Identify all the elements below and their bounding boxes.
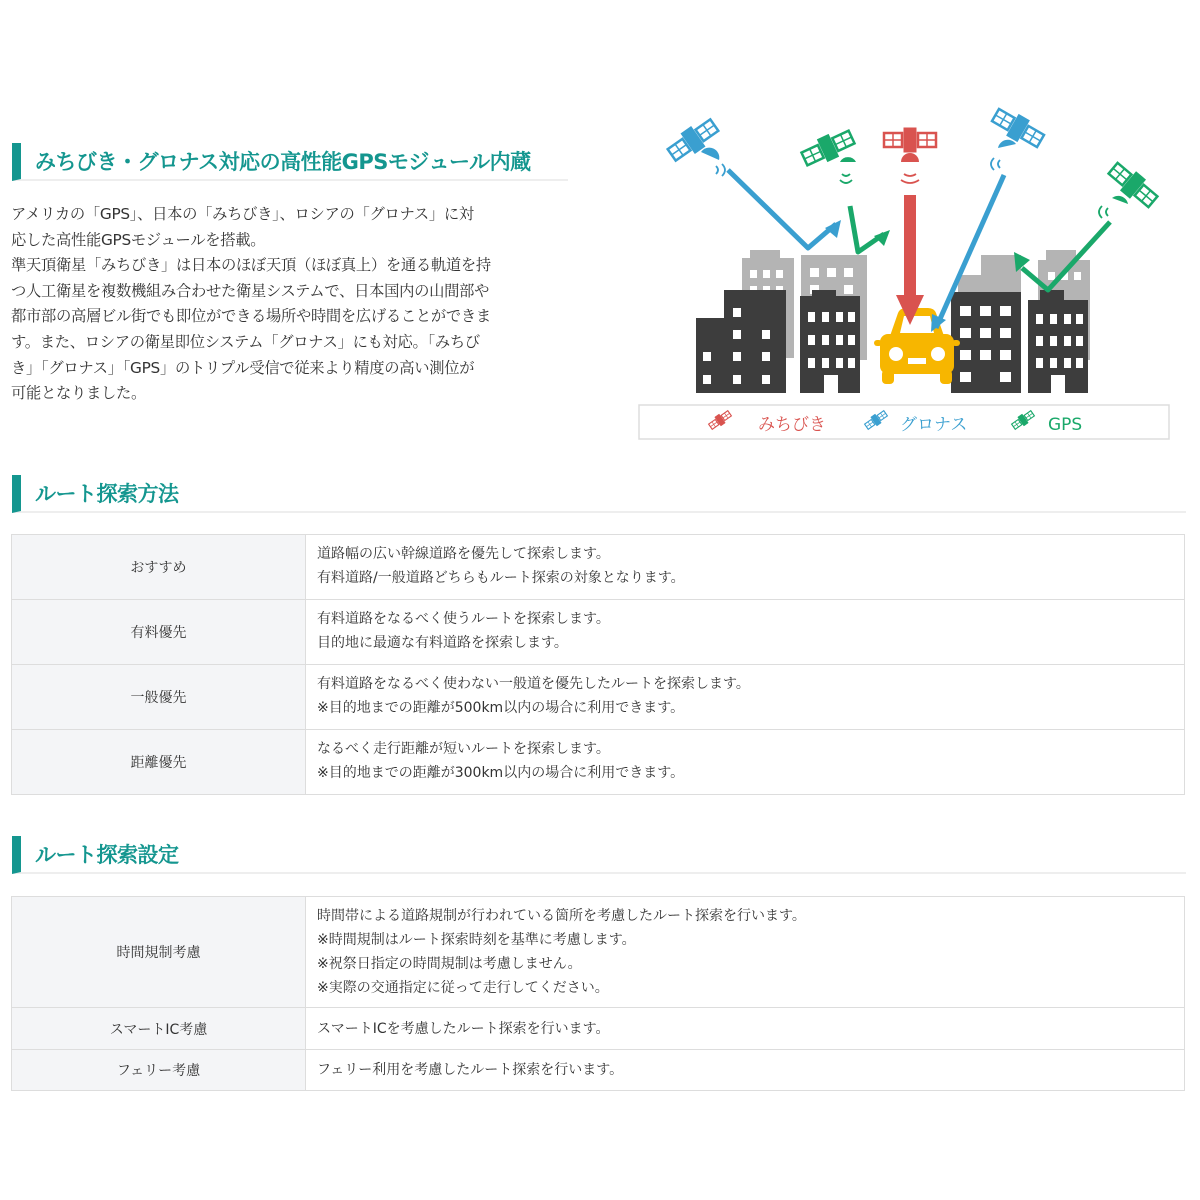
table-row bbox=[12, 600, 1185, 665]
satellite-icon bbox=[989, 105, 1046, 152]
value-line: なるべく走行距離が短いルートを探索します。 bbox=[317, 741, 610, 757]
value-line: ※目的地までの距離が500km以内の場合に利用できます。 bbox=[317, 700, 685, 716]
row-value bbox=[306, 730, 1185, 795]
paragraph-line: 準天頂衛星「みちびき」は日本のほぼ天頂（ほぼ真上）を通る軌道を持 bbox=[11, 256, 491, 275]
gps-illustration bbox=[638, 100, 1178, 445]
row-key: おすすめ bbox=[12, 535, 306, 600]
row-value bbox=[306, 665, 1185, 730]
value-line: ※祝祭日指定の時間規制は考慮しません。 bbox=[317, 956, 582, 972]
section-heading-gps bbox=[12, 143, 568, 181]
legend-gps: GPS bbox=[1048, 415, 1083, 435]
legend-glonass: グロナス bbox=[900, 415, 968, 435]
row-key: 距離優先 bbox=[12, 730, 306, 795]
paragraph-line: 可能となりました。 bbox=[11, 384, 146, 403]
section-title: ルート探索設定 bbox=[35, 843, 179, 867]
row-value bbox=[306, 535, 1185, 600]
paragraph-line: す。また、ロシアの衛星即位システム「グロナス」にも対応。「みちび bbox=[11, 332, 480, 351]
value-line: 目的地に最適な有料道路を探索します。 bbox=[317, 635, 568, 651]
row-value bbox=[306, 1008, 1185, 1050]
row-key: フェリー考慮 bbox=[12, 1050, 306, 1091]
table-row bbox=[12, 730, 1185, 795]
row-value bbox=[306, 1050, 1185, 1091]
legend-michibiki: みちびき bbox=[758, 415, 826, 435]
row-key: 一般優先 bbox=[12, 665, 306, 730]
value-line: 有料道路/一般道路どちらもルート探索の対象となります。 bbox=[317, 570, 685, 586]
table-row bbox=[12, 535, 1185, 600]
section-title: みちびき・グロナス対応の高性能GPSモジュール内蔵 bbox=[35, 150, 531, 174]
route-method-table bbox=[11, 534, 1185, 795]
section-heading-route-method bbox=[12, 475, 1186, 513]
value-line: 有料道路をなるべく使わない一般道を優先したルートを探索します。 bbox=[317, 676, 750, 692]
table-row bbox=[12, 1050, 1185, 1091]
row-key: 時間規制考慮 bbox=[12, 897, 306, 1008]
value-line: 時間帯による道路規制が行われている箇所を考慮したルート探索を行います。 bbox=[317, 908, 806, 924]
section-heading-route-setting bbox=[12, 836, 1186, 874]
table-row bbox=[12, 1008, 1185, 1050]
route-setting-table bbox=[11, 896, 1185, 1091]
paragraph-line: 応した高性能GPSモジュールを搭載。 bbox=[11, 230, 266, 249]
value-line: ※実際の交通指定に従って走行してください。 bbox=[317, 980, 609, 996]
paragraph-line: 都市部の高層ビル街でも即位ができる場所や時間を広げることができま bbox=[11, 307, 491, 326]
row-value bbox=[306, 897, 1185, 1008]
table-row bbox=[12, 665, 1185, 730]
value-line: スマートICを考慮したルート探索を行います。 bbox=[317, 1020, 610, 1037]
satellite-icon bbox=[799, 126, 856, 170]
value-line: 道路幅の広い幹線道路を優先して探索します。 bbox=[317, 546, 610, 562]
section-title: ルート探索方法 bbox=[35, 482, 179, 506]
satellite-icon bbox=[1105, 159, 1160, 211]
paragraph-line: き」「グロナス」「GPS」のトリプル受信で従来より精度の高い測位が bbox=[11, 358, 475, 377]
satellite-icon bbox=[884, 128, 936, 152]
value-line: ※時間規制はルート探索時刻を基準に考慮します。 bbox=[317, 932, 636, 948]
paragraph-line: つ人工衛星を複数機組み合わせた衛星システムで、日本国内の山間部や bbox=[11, 281, 490, 300]
value-line: ※目的地までの距離が300km以内の場合に利用できます。 bbox=[317, 765, 685, 781]
row-key: 有料優先 bbox=[12, 600, 306, 665]
gps-description bbox=[11, 202, 559, 407]
row-value bbox=[306, 600, 1185, 665]
value-line: 有料道路をなるべく使うルートを探索します。 bbox=[317, 611, 610, 627]
value-line: フェリー利用を考慮したルート探索を行います。 bbox=[317, 1062, 624, 1078]
table-row bbox=[12, 897, 1185, 1008]
row-key: スマートIC考慮 bbox=[12, 1008, 306, 1050]
satellite-icon bbox=[665, 115, 721, 164]
paragraph-line: アメリカの「GPS」、日本の「みちびき」、ロシアの「グロナス」に対 bbox=[11, 205, 474, 223]
